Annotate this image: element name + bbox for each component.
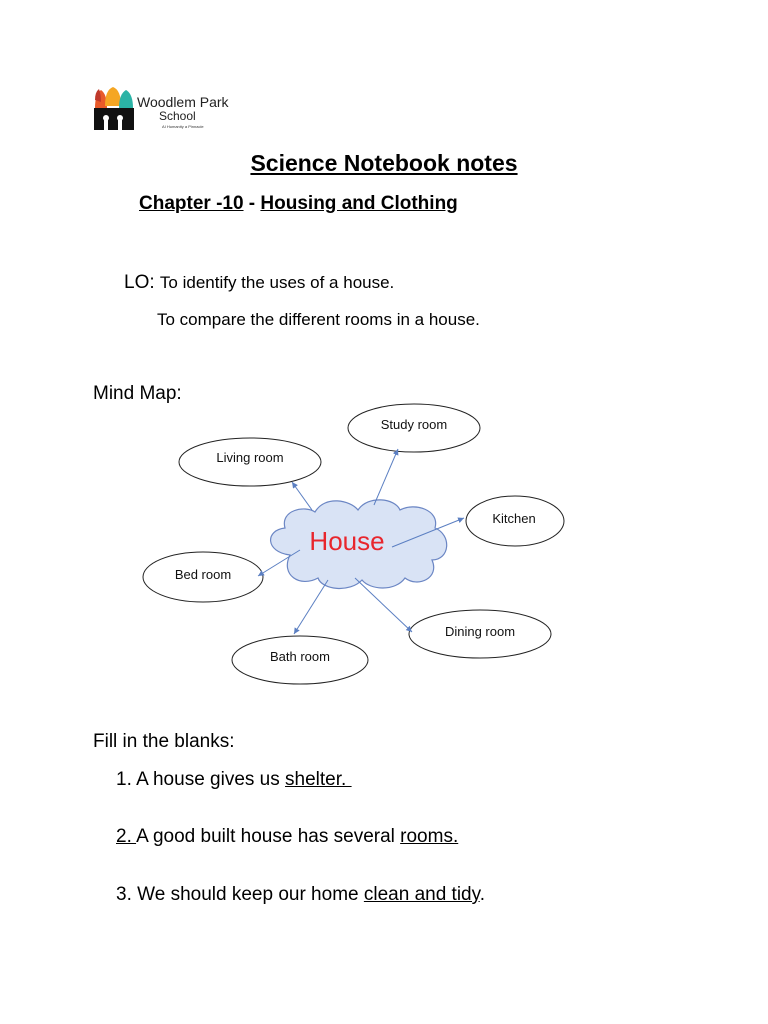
question-tail: . xyxy=(479,884,485,905)
page-title: Science Notebook notes xyxy=(250,150,518,176)
arrow-to-bath-room xyxy=(294,580,328,634)
chapter-name: Housing and Clothing xyxy=(260,193,458,214)
question-text: A good built house has several xyxy=(136,826,401,847)
node-label-bed-room: Bed room xyxy=(174,567,232,582)
question-number: 2. xyxy=(116,826,137,847)
node-label-dining-room: Dining room xyxy=(444,624,516,639)
question-number: 1. xyxy=(116,769,132,790)
question-1 xyxy=(116,769,352,791)
answer-text: clean and tidy xyxy=(363,884,480,905)
lo-objective-2: To compare the different rooms in a house. xyxy=(157,310,480,329)
question-3 xyxy=(116,884,485,906)
logo-tagline: AI Humanity a Pinnacle xyxy=(162,124,204,129)
center-label: House xyxy=(309,526,385,556)
mindmap-heading: Mind Map: xyxy=(93,383,182,404)
question-2 xyxy=(116,826,458,848)
chapter-number: Chapter -10 xyxy=(139,193,244,214)
chapter-separator: - xyxy=(243,193,261,214)
question-text: We should keep our home xyxy=(131,884,364,905)
question-number: 3. xyxy=(116,884,132,905)
answer-text: shelter. xyxy=(285,769,352,790)
node-label-living-room: Living room xyxy=(216,450,284,465)
answer-text: rooms. xyxy=(400,826,459,847)
logo-sub: School xyxy=(159,109,196,123)
node-label-kitchen: Kitchen xyxy=(492,511,536,526)
node-label-study-room: Study room xyxy=(380,417,448,432)
lo-objective-1: To identify the uses of a house. xyxy=(159,273,395,292)
logo-name: Woodlem Park xyxy=(137,94,229,110)
arrow-to-living-room xyxy=(292,482,312,510)
node-label-bath-room: Bath room xyxy=(270,649,330,664)
arrow-to-study-room xyxy=(374,449,398,505)
fill-blanks-heading: Fill in the blanks: xyxy=(93,731,235,752)
lo-label: LO: xyxy=(124,272,155,293)
question-text: A house gives us xyxy=(131,769,286,790)
